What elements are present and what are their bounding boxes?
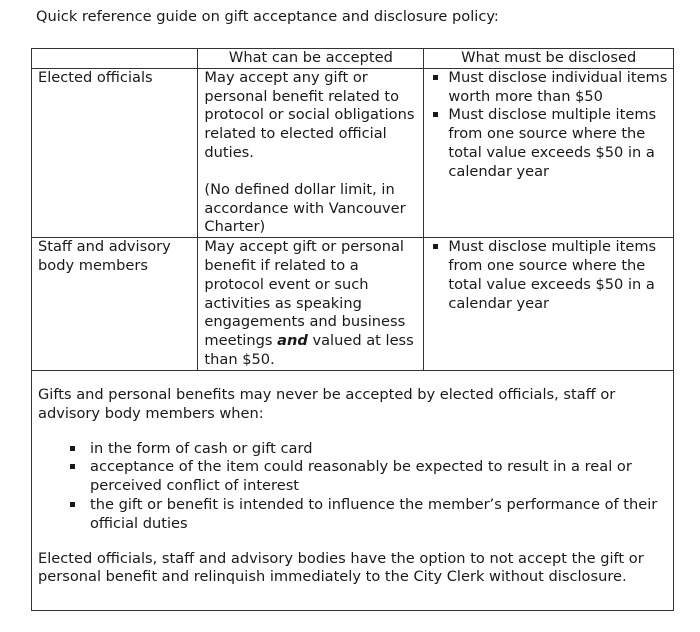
never-closing: Elected officials, staff and advisory bodies have the option to not accept the gift or personal benefit and relinquish immediately to the City Clerk without disclosure. xyxy=(38,549,644,586)
policy-table xyxy=(31,48,674,371)
document-heading: Quick reference guide on gift acceptance and disclosure policy: xyxy=(36,8,499,25)
staff-accepted-text: May accept gift or personal benefit if related to a protocol event or such activities as speaking engagements and business meetings xyxy=(204,238,406,350)
elected-disclosed-cell xyxy=(424,68,674,237)
elected-accepted-text: May accept any gift or personal benefit related to protocol or social obligations related to elected official duties. xyxy=(204,68,415,161)
list-item: Must disclose multiple items from one source where the total value exceeds $50 in a calendar year xyxy=(430,106,669,181)
elected-accepted-note: (No defined dollar limit, in accordance with Vancouver Charter) xyxy=(204,180,406,236)
list-item: Must disclose multiple items from one source where the total value exceeds $50 in a calendar year xyxy=(430,238,669,313)
table-row xyxy=(32,68,674,237)
row-group-elected-officials: Elected officials xyxy=(32,68,198,237)
staff-accepted-cell xyxy=(198,238,424,371)
never-conditions-list xyxy=(38,440,667,534)
table-header-row xyxy=(32,49,674,69)
staff-disclosure-list xyxy=(430,238,669,313)
staff-accepted-emphasis: and xyxy=(277,332,308,350)
list-item: the gift or benefit is intended to influence the member’s performance of their official duties xyxy=(90,496,667,534)
staff-accepted-text-end: valued at less than $50. xyxy=(204,332,414,368)
cell-spacer xyxy=(204,163,419,181)
header-empty xyxy=(32,49,198,69)
table-row xyxy=(32,238,674,371)
list-item: in the form of cash or gift card xyxy=(90,440,667,459)
staff-disclosed-cell xyxy=(424,238,674,371)
elected-accepted-cell xyxy=(198,68,424,237)
never-accepted-section xyxy=(31,366,674,611)
list-item: Must disclose individual items worth more than $50 xyxy=(430,69,669,107)
row-group-staff-advisory: Staff and advisory body members xyxy=(32,238,198,371)
list-item: acceptance of the item could reasonably be expected to result in a real or perceived conflict of interest xyxy=(90,458,667,496)
elected-disclosure-list xyxy=(430,69,669,182)
header-what-can-be-accepted: What can be accepted xyxy=(198,49,424,69)
header-what-must-be-disclosed: What must be disclosed xyxy=(424,49,674,69)
never-intro: Gifts and personal benefits may never be accepted by elected officials, staff or advisory body members when: xyxy=(38,386,616,422)
